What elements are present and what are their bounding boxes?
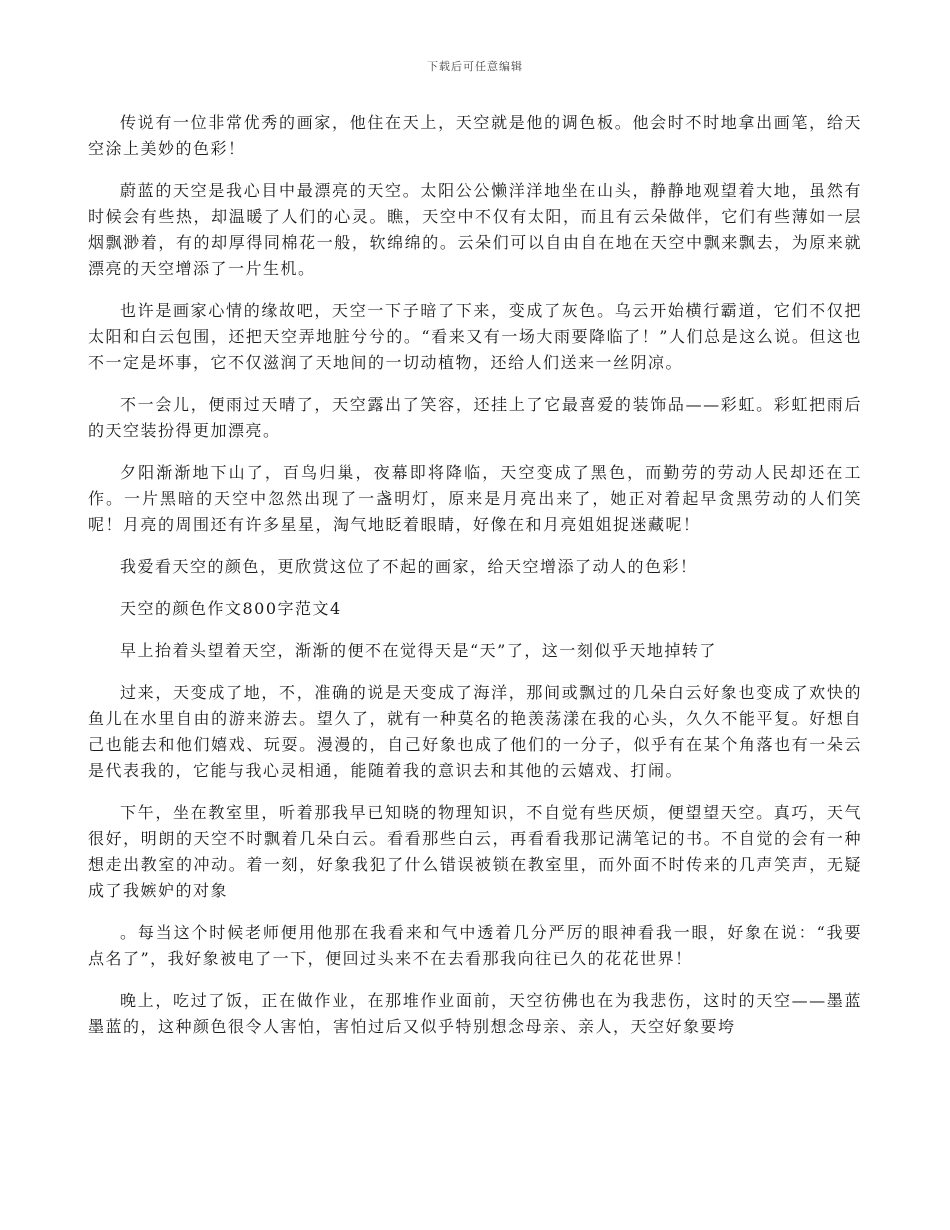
- paragraph-9: 下午，坐在教室里，听着那我早已知晓的物理知识，不自觉有些厌烦，便望望天空。真巧，天气很好，明朗的天空不时飘着几朵白云。看看那些白云，再看看我那记满笔记的书。不自觉的会有一种想走出教室的冲动。着一刻，好象我犯了什么错误被锁在教室里，而外面不时传来的几声笑声，无疑成了我嫉妒的对象: [88, 803, 862, 900]
- paragraph-6: 我爱看天空的颜色，更欣赏这位了不起的画家，给天空增添了动人的色彩！: [120, 557, 698, 576]
- paragraph-11: 晚上，吃过了饭，正在做作业，在那堆作业面前，天空彷佛也在为我悲伤，这时的天空——墨蓝墨蓝的，这种颜色很令人害怕，害怕过后又似乎特别想念母亲、亲人，天空好象要垮: [88, 991, 862, 1036]
- paragraph-4: 不一会儿，便雨过天晴了，天空露出了笑容，还挂上了它最喜爱的装饰品——彩虹。彩虹把雨后的天空装扮得更加漂亮。: [88, 395, 862, 440]
- paragraph-1: 传说有一位非常优秀的画家，他住在天上，天空就是他的调色板。他会时不时地拿出画笔，给天空涂上美妙的色彩！: [88, 113, 862, 158]
- page-header: 下载后可任意编辑: [427, 60, 523, 73]
- paragraph-10: 。每当这个时候老师便用他那在我看来和气中透着几分严厉的眼神看我一眼，好象在说：“我要点名了”，我好象被电了一下，便回过头来不在去看那我向往已久的花花世界！: [88, 923, 862, 968]
- paragraph-5: 夕阳渐渐地下山了，百鸟归巢，夜幕即将降临，天空变成了黑色，而勤劳的劳动人民却还在工作。一片黑暗的天空中忽然出现了一盏明灯，原来是月亮出来了，她正对着起早贪黑劳动的人们笑呢！月亮的周围还有许多星星，淘气地眨着眼睛，好像在和月亮姐姐捉迷藏呢！: [88, 463, 862, 534]
- paragraph-2: 蔚蓝的天空是我心目中最漂亮的天空。太阳公公懒洋洋地坐在山头，静静地观望着大地，虽然有时候会有些热，却温暖了人们的心灵。瞧，天空中不仅有太阳，而且有云朵做伴，它们有些薄如一层烟飘渺着，有的却厚得同棉花一般，软绵绵的。云朵们可以自由自在地在天空中飘来飘去，为原来就漂亮的天空增添了一片生机。: [88, 181, 862, 278]
- paragraph-8: 过来，天变成了地，不，准确的说是天变成了海洋，那间或飘过的几朵白云好象也变成了欢快的鱼儿在水里自由的游来游去。望久了，就有一种莫名的艳羡荡漾在我的心头，久久不能平复。好想自己也能去和他们嬉戏、玩耍。漫漫的，自己好象也成了他们的一分子，似乎有在某个角落也有一朵云是代表我的，它能与我心灵相通，能随着我的意识去和其他的云嬉戏、打闹。: [88, 683, 862, 780]
- paragraph-3: 也许是画家心情的缘故吧，天空一下子暗了下来，变成了灰色。乌云开始横行霸道，它们不仅把太阳和白云包围，还把天空弄地脏兮兮的。“看来又有一场大雨要降临了！”人们总是这么说。但这也不一定是坏事，它不仅滋润了天地间的一切动植物，还给人们送来一丝阴凉。: [88, 301, 862, 372]
- section-heading: 天空的颜色作文800字范文4: [120, 599, 342, 618]
- paragraph-7: 早上抬着头望着天空，渐渐的便不在觉得天是“天”了，这一刻似乎天地掉转了: [120, 641, 717, 660]
